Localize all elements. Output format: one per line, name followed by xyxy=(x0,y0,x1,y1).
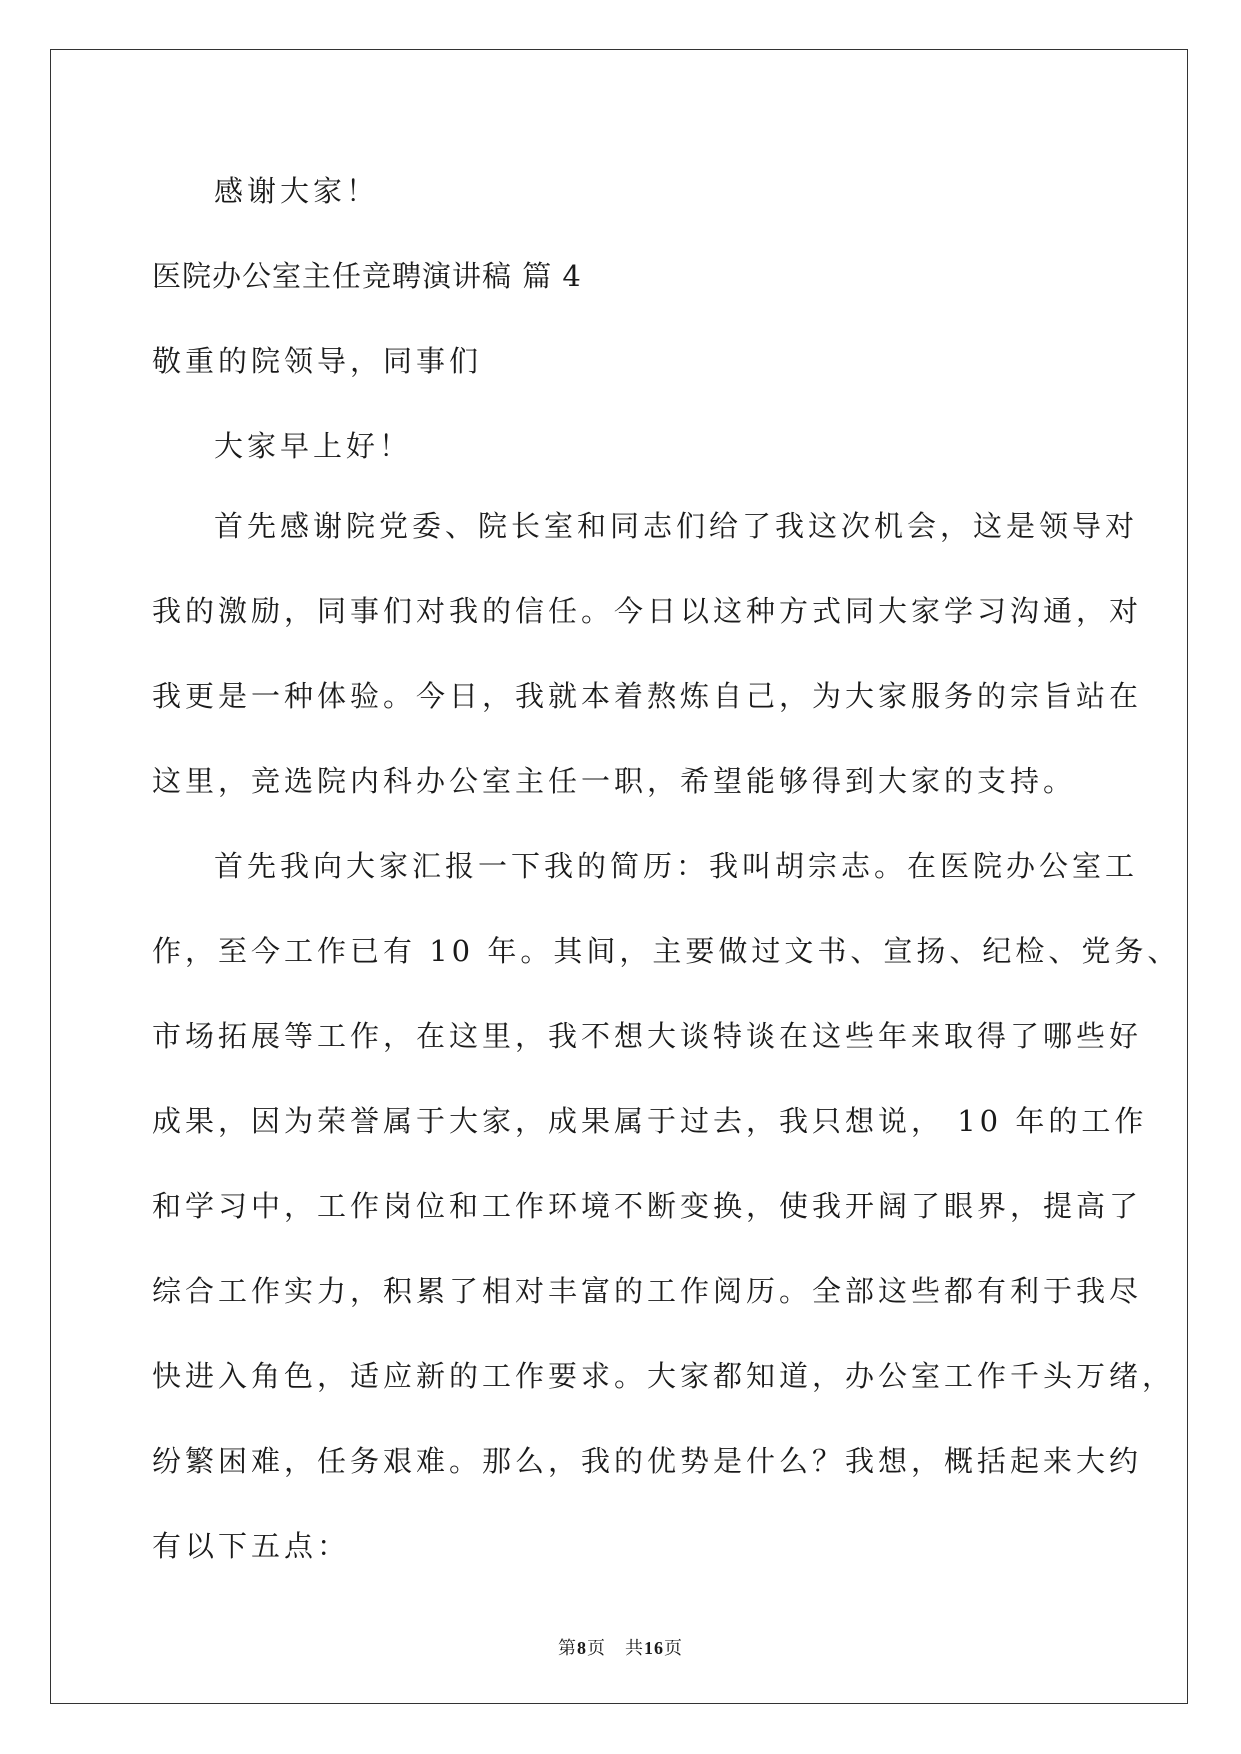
paragraph-line: 有以下五点： xyxy=(152,1529,351,1563)
salutation: 敬重的院领导，同事们 xyxy=(152,344,483,378)
paragraph-line: 作，至今工作已有 10 年。其间，主要做过文书、宣扬、纪检、党务、 xyxy=(152,934,1181,968)
footer-total-suffix: 页 xyxy=(664,1638,683,1659)
footer-page-suffix: 页 xyxy=(587,1638,606,1659)
footer-total-pages: 16 xyxy=(644,1638,664,1658)
paragraph-line: 我更是一种体验。今日，我就本着熬炼自己，为大家服务的宗旨站在 xyxy=(152,679,1143,713)
paragraph-line: 首先我向大家汇报一下我的简历：我叫胡宗志。在医院办公室工 xyxy=(214,849,1139,883)
paragraph-line: 市场拓展等工作，在这里，我不想大谈特谈在这些年来取得了哪些好 xyxy=(152,1019,1143,1053)
greeting: 大家早上好！ xyxy=(214,429,413,463)
page-footer xyxy=(0,1634,1241,1660)
footer-prefix: 第 xyxy=(558,1638,577,1659)
paragraph-line: 纷繁困难，任务艰难。那么，我的优势是什么？我想，概括起来大约 xyxy=(152,1444,1143,1478)
footer-page-number: 8 xyxy=(577,1638,587,1658)
paragraph-line: 成果，因为荣誉属于大家，成果属于过去，我只想说， 10 年的工作 xyxy=(152,1104,1148,1138)
closing-line: 感谢大家！ xyxy=(214,174,380,208)
paragraph-line: 我的激励，同事们对我的信任。今日以这种方式同大家学习沟通，对 xyxy=(152,594,1143,628)
paragraph-line: 这里，竞选院内科办公室主任一职，希望能够得到大家的支持。 xyxy=(152,764,1077,798)
paragraph-line: 快进入角色，适应新的工作要求。大家都知道，办公室工作千头万绪， xyxy=(152,1359,1176,1393)
paragraph-line: 首先感谢院党委、院长室和同志们给了我这次机会，这是领导对 xyxy=(214,509,1139,543)
paragraph-line: 综合工作实力，积累了相对丰富的工作阅历。全部这些都有利于我尽 xyxy=(152,1274,1143,1308)
section-heading: 医院办公室主任竞聘演讲稿 篇 4 xyxy=(152,259,582,293)
paragraph-line: 和学习中，工作岗位和工作环境不断变换，使我开阔了眼界，提高了 xyxy=(152,1189,1143,1223)
footer-total-prefix: 共 xyxy=(625,1638,644,1659)
